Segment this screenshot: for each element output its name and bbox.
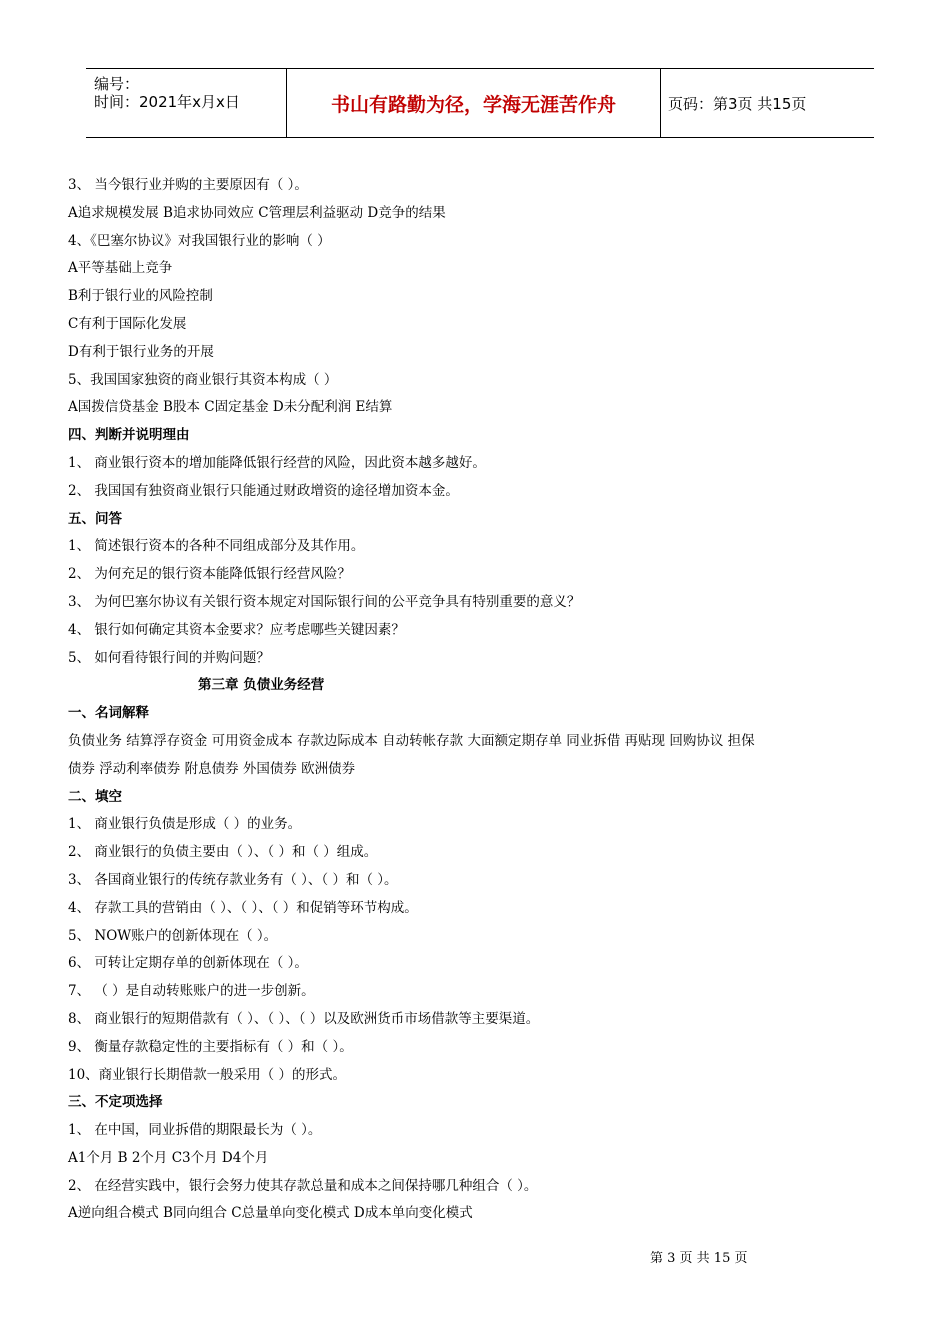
text-line: 1、 商业银行负债是形成（ ）的业务。 [68,816,302,833]
document-body [68,172,898,1228]
text-line: 1、 简述银行资本的各种不同组成部分及其作用。 [68,538,365,555]
time-label: 时间：2021年x月x日 [94,93,240,111]
page-header [86,68,874,138]
section-heading: 第三章 负债业务经营 [198,677,325,694]
text-line: 负债业务 结算浮存资金 可用资金成本 存款边际成本 自动转帐存款 大面额定期存单 同业拆借 再贴现 回购协议 担保 [68,732,755,749]
motto: 书山有路勤为径，学海无涯苦作舟 [286,69,661,137]
text-line: B利于银行业的风险控制 [68,288,213,305]
section-heading: 一、名词解释 [68,705,149,722]
text-line: D有利于银行业务的开展 [68,343,214,360]
text-line: 债券 浮动利率债券 附息债券 外国债券 欧洲债券 [68,760,356,777]
text-line: A国拨信贷基金 B股本 C固定基金 D未分配利润 E结算 [68,399,393,416]
text-line: A平等基础上竞争 [68,260,173,277]
text-line: 3、 当今银行业并购的主要原因有（ ）。 [68,177,308,193]
text-line: A追求规模发展 B追求协同效应 C管理层利益驱动 D竞争的结果 [68,204,446,221]
page-footer: 第 3 页 共 15 页 [650,1251,748,1266]
text-line: 7、 （ ）是自动转账账户的进一步创新。 [68,983,315,1000]
section-heading: 四、判断并说明理由 [68,427,190,444]
text-line: 1、 在中国，同业拆借的期限最长为（ ）。 [68,1122,322,1139]
text-line: 4、 存款工具的营销由（ ）、（ ）、（ ）和促销等环节构成。 [68,899,418,916]
header-meta [86,69,286,137]
page-label: 页码：第3页 共15页 [668,94,807,113]
section-heading: 五、问答 [68,510,122,527]
number-label: 编号： [94,75,140,93]
text-line: 6、 可转让定期存单的创新体现在（ ）。 [68,955,308,972]
section-heading: 三、不定项选择 [68,1094,163,1111]
text-line: 2、 在经营实践中，银行会努力使其存款总量和成本之间保持哪几种组合（ ）。 [68,1177,538,1194]
text-line: A逆向组合模式 B同向组合 C总量单向变化模式 D成本单向变化模式 [68,1205,473,1222]
text-line: 2、 为何充足的银行资本能降低银行经营风险？ [68,566,351,583]
text-line: 3、 各国商业银行的传统存款业务有（ ）、（ ）和（ ）。 [68,871,398,888]
text-line: 3、 为何巴塞尔协议有关银行资本规定对国际银行间的公平竞争具有特别重要的意义？ [68,593,581,610]
section-heading: 二、填空 [68,788,122,805]
text-line: C有利于国际化发展 [68,315,187,332]
text-line: 4、 银行如何确定其资本金要求？应考虑哪些关键因素？ [68,621,405,638]
text-line: 8、 商业银行的短期借款有（ ）、（ ）、（ ）以及欧洲货币市场借款等主要渠道。 [68,1010,540,1027]
text-line: 2、 商业银行的负债主要由（ ）、（ ）和（ ）组成。 [68,844,378,861]
text-line: 5、 NOW账户的创新体现在（ ）。 [68,927,278,944]
text-line: 10、商业银行长期借款一般采用（ ）的形式。 [68,1066,346,1083]
text-line: 4、《巴塞尔协议》对我国银行业的影响（ ） [68,232,331,249]
text-line: 1、 商业银行资本的增加能降低银行经营的风险，因此资本越多越好。 [68,454,486,471]
text-line: A1个月 B 2个月 C3个月 D4个月 [68,1149,269,1166]
text-line: 9、 衡量存款稳定性的主要指标有（ ）和（ ）。 [68,1038,353,1055]
text-line: 5、我国国家独资的商业银行其资本构成（ ） [68,371,338,388]
text-line: 5、 如何看待银行间的并购问题？ [68,649,270,666]
text-line: 2、 我国国有独资商业银行只能通过财政增资的途径增加资本金。 [68,482,459,499]
